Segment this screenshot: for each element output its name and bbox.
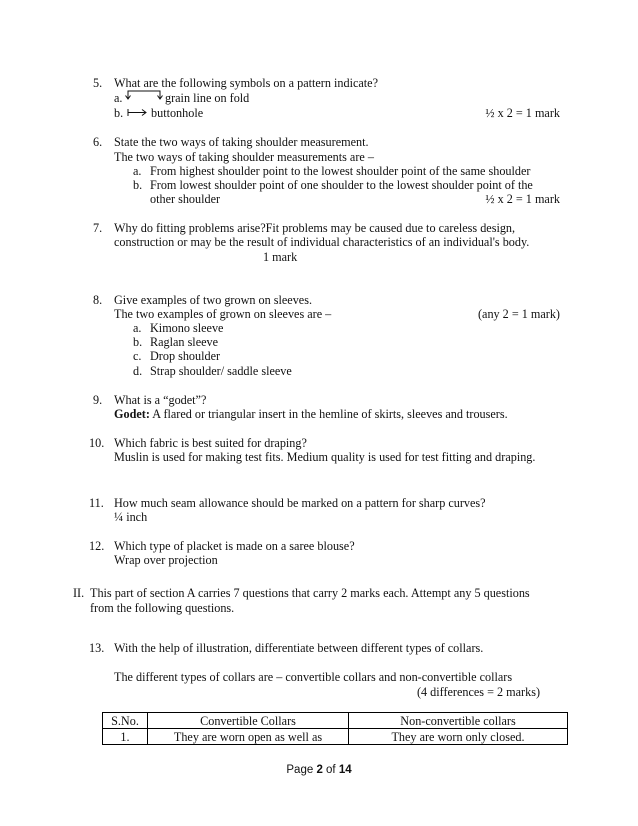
q6-number: 6.	[93, 135, 103, 149]
table-cell: They are worn open as well as	[148, 729, 349, 745]
section-number: II.	[73, 586, 85, 600]
q13-intro: The different types of collars are – convertible collars and non-convertible collars	[114, 670, 513, 684]
q9-definition: A flared or triangular insert in the hemline of skirts, sleeves and trousers.	[149, 407, 508, 421]
q5-marks: ½ x 2 = 1 mark	[485, 106, 560, 120]
q12-number: 12.	[89, 539, 105, 553]
table-row	[103, 729, 568, 745]
section-instructions-1: This part of section A carries 7 questions that carry 2 marks each. Attempt any 5 questions	[90, 586, 530, 600]
q9-answer	[114, 407, 508, 421]
q9-number: 9.	[93, 393, 103, 407]
q7-marks: 1 mark	[263, 250, 298, 264]
q13-question: With the help of illustration, differentiate between different types of collars.	[114, 641, 484, 655]
table-cell: 1.	[103, 729, 148, 745]
table-header-row	[103, 713, 568, 729]
page-word: Page	[286, 764, 317, 776]
q6-question: State the two ways of taking shoulder measurement.	[114, 135, 369, 149]
total-pages-number: 14	[338, 764, 352, 776]
q5-a-text: grain line on fold	[165, 91, 250, 105]
q11-answer: ¼ inch	[114, 510, 148, 524]
q8-number: 8.	[93, 293, 103, 307]
q10-answer: Muslin is used for making test fits. Medium quality is used for test fitting and draping.	[114, 450, 536, 464]
q8-item-text: Strap shoulder/ saddle sleeve	[150, 364, 292, 378]
q9-question: What is a “godet”?	[114, 393, 207, 407]
column-header: Convertible Collars	[148, 713, 349, 729]
q8-marks: (any 2 = 1 mark)	[477, 307, 560, 321]
q7-number: 7.	[93, 221, 103, 235]
q5-b-letter: b.	[114, 106, 124, 120]
grain-line-on-fold-symbol	[127, 89, 163, 103]
q5-question: What are the following symbols on a pattern indicate?	[114, 76, 378, 90]
column-header: S.No.	[103, 713, 148, 729]
q5-b-text: buttonhole	[151, 106, 204, 120]
q11-number: 11.	[89, 496, 104, 510]
of-word: of	[322, 764, 339, 776]
q11-question: How much seam allowance should be marked on a pattern for sharp curves?	[114, 496, 486, 510]
q10-question: Which fabric is best suited for draping?	[114, 436, 307, 450]
q6-a-letter: a.	[133, 164, 142, 178]
q8-item-letter: a.	[133, 321, 142, 335]
q6-b-text-1: From lowest shoulder point of one shoulder to the lowest shoulder point of the	[150, 178, 533, 192]
q12-question: Which type of placket is made on a saree blouse?	[114, 539, 355, 553]
q8-item-letter: d.	[133, 364, 143, 378]
section-instructions-2: from the following questions.	[90, 601, 235, 615]
q5-number: 5.	[93, 76, 103, 90]
q8-item-letter: b.	[133, 335, 143, 349]
table-cell: They are worn only closed.	[349, 729, 568, 745]
q6-b-text-2: other shoulder	[150, 192, 221, 206]
q8-intro: The two examples of grown on sleeves are –	[114, 307, 332, 321]
q8-item-text: Kimono sleeve	[150, 321, 224, 335]
page-footer	[0, 764, 638, 776]
q7-line-2: construction or may be the result of individual characteristics of an individual's body.	[114, 235, 530, 249]
q8-item-text: Drop shoulder	[150, 349, 221, 363]
q13-number: 13.	[89, 641, 105, 655]
q9-term: Godet:	[114, 407, 150, 421]
q12-answer: Wrap over projection	[114, 553, 218, 567]
q8-question: Give examples of two grown on sleeves.	[114, 293, 312, 307]
q8-item-text: Raglan sleeve	[150, 335, 219, 349]
current-page-number: 2	[316, 764, 323, 776]
q6-marks: ½ x 2 = 1 mark	[485, 192, 560, 206]
q7-line-1: Why do fitting problems arise?Fit problems may be caused due to careless design,	[114, 221, 516, 235]
q13-marks: (4 differences = 2 marks)	[416, 685, 540, 699]
buttonhole-symbol	[127, 108, 149, 118]
q6-a-text: From highest shoulder point to the lowest shoulder point of the same shoulder	[150, 164, 531, 178]
q8-item-letter: c.	[133, 349, 142, 363]
q6-intro: The two ways of taking shoulder measurements are –	[114, 150, 374, 164]
q5-a-letter: a.	[114, 91, 123, 105]
collars-comparison-table	[102, 712, 568, 745]
q10-number: 10.	[89, 436, 105, 450]
column-header: Non-convertible collars	[349, 713, 568, 729]
q6-b-letter: b.	[133, 178, 143, 192]
